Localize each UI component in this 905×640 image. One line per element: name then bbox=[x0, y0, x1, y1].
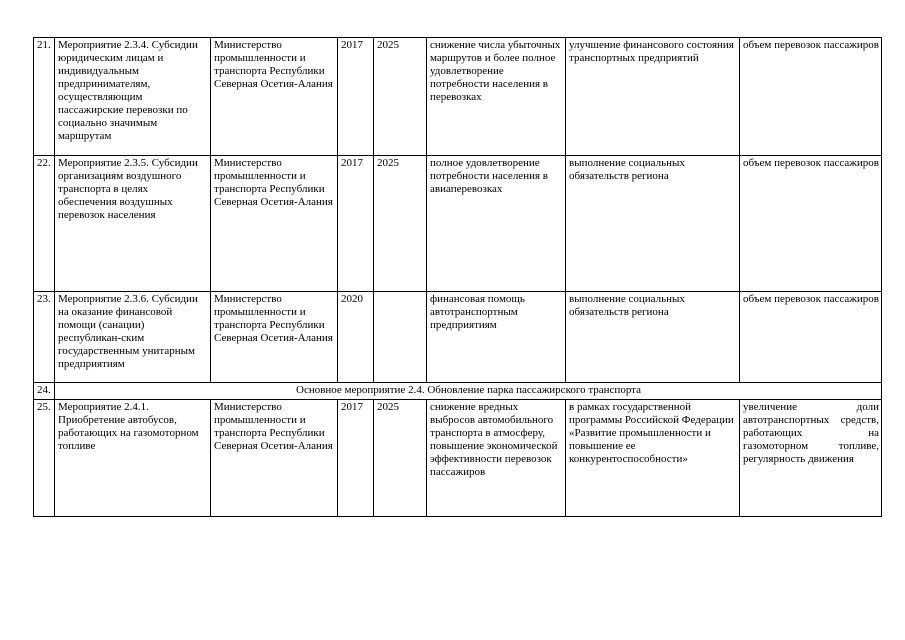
row-number: 24. bbox=[34, 383, 55, 400]
measure-name: Мероприятие 2.3.6. Субсидии на оказание финансовой помощи (санации) республикан-ским государственным унитарным предприятиям bbox=[55, 292, 211, 383]
start-year: 2017 bbox=[338, 156, 374, 292]
start-year: 2017 bbox=[338, 38, 374, 156]
section-title: Основное мероприятие 2.4. Обновление парка пассажирского транспорта bbox=[55, 383, 882, 400]
start-year: 2017 bbox=[338, 400, 374, 517]
indicator-cell: объем перевозок пассажиров bbox=[740, 38, 882, 156]
section-row bbox=[34, 383, 882, 400]
measure-name: Мероприятие 2.3.5. Субсидии организациям воздушного транспорта в целях обеспечения воздушных перевозок населения bbox=[55, 156, 211, 292]
start-year: 2020 bbox=[338, 292, 374, 383]
consequence-cell: в рамках государственной программы Российской Федерации «Развитие промышленности и повышение ее конкурентоспособности» bbox=[566, 400, 740, 517]
row-number: 21. bbox=[34, 38, 55, 156]
end-year: 2025 bbox=[374, 156, 427, 292]
table-row bbox=[34, 292, 882, 383]
expected-result: снижение вредных выбросов автомобильного транспорта в атмосферу, повышение экономической эффективности перевозок пассажиров bbox=[427, 400, 566, 517]
program-measures-table bbox=[33, 37, 882, 517]
table-row bbox=[34, 38, 882, 156]
executor-cell: Министерство промышленности и транспорта Республики Северная Осетия-Алания bbox=[211, 292, 338, 383]
row-number: 22. bbox=[34, 156, 55, 292]
consequence-cell: улучшение финансового состояния транспортных предприятий bbox=[566, 38, 740, 156]
consequence-cell: выполнение социальных обязательств региона bbox=[566, 156, 740, 292]
indicator-cell: увеличение доли автотранспортных средств, работающих на газомоторном топливе, регулярность движения bbox=[740, 400, 882, 517]
measure-name: Мероприятие 2.3.4. Субсидии юридическим лицам и индивидуальным предпринимателям, осуществляющим пассажирские перевозки по социально значимым маршрутам bbox=[55, 38, 211, 156]
executor-cell: Министерство промышленности и транспорта Республики Северная Осетия-Алания bbox=[211, 38, 338, 156]
indicator-cell: объем перевозок пассажиров bbox=[740, 156, 882, 292]
executor-cell: Министерство промышленности и транспорта Республики Северная Осетия-Алания bbox=[211, 400, 338, 517]
row-number: 25. bbox=[34, 400, 55, 517]
table-row bbox=[34, 400, 882, 517]
measure-name: Мероприятие 2.4.1. Приобретение автобусов, работающих на газомоторном топливе bbox=[55, 400, 211, 517]
table-row bbox=[34, 156, 882, 292]
end-year: 2025 bbox=[374, 400, 427, 517]
expected-result: полное удовлетворение потребности населения в авиаперевозках bbox=[427, 156, 566, 292]
expected-result: снижение числа убыточных маршрутов и более полное удовлетворение потребности населения в перевозках bbox=[427, 38, 566, 156]
end-year: 2025 bbox=[374, 38, 427, 156]
consequence-cell: выполнение социальных обязательств региона bbox=[566, 292, 740, 383]
executor-cell: Министерство промышленности и транспорта Республики Северная Осетия-Алания bbox=[211, 156, 338, 292]
row-number: 23. bbox=[34, 292, 55, 383]
end-year bbox=[374, 292, 427, 383]
indicator-cell: объем перевозок пассажиров bbox=[740, 292, 882, 383]
expected-result: финансовая помощь автотранспортным предприятиям bbox=[427, 292, 566, 383]
